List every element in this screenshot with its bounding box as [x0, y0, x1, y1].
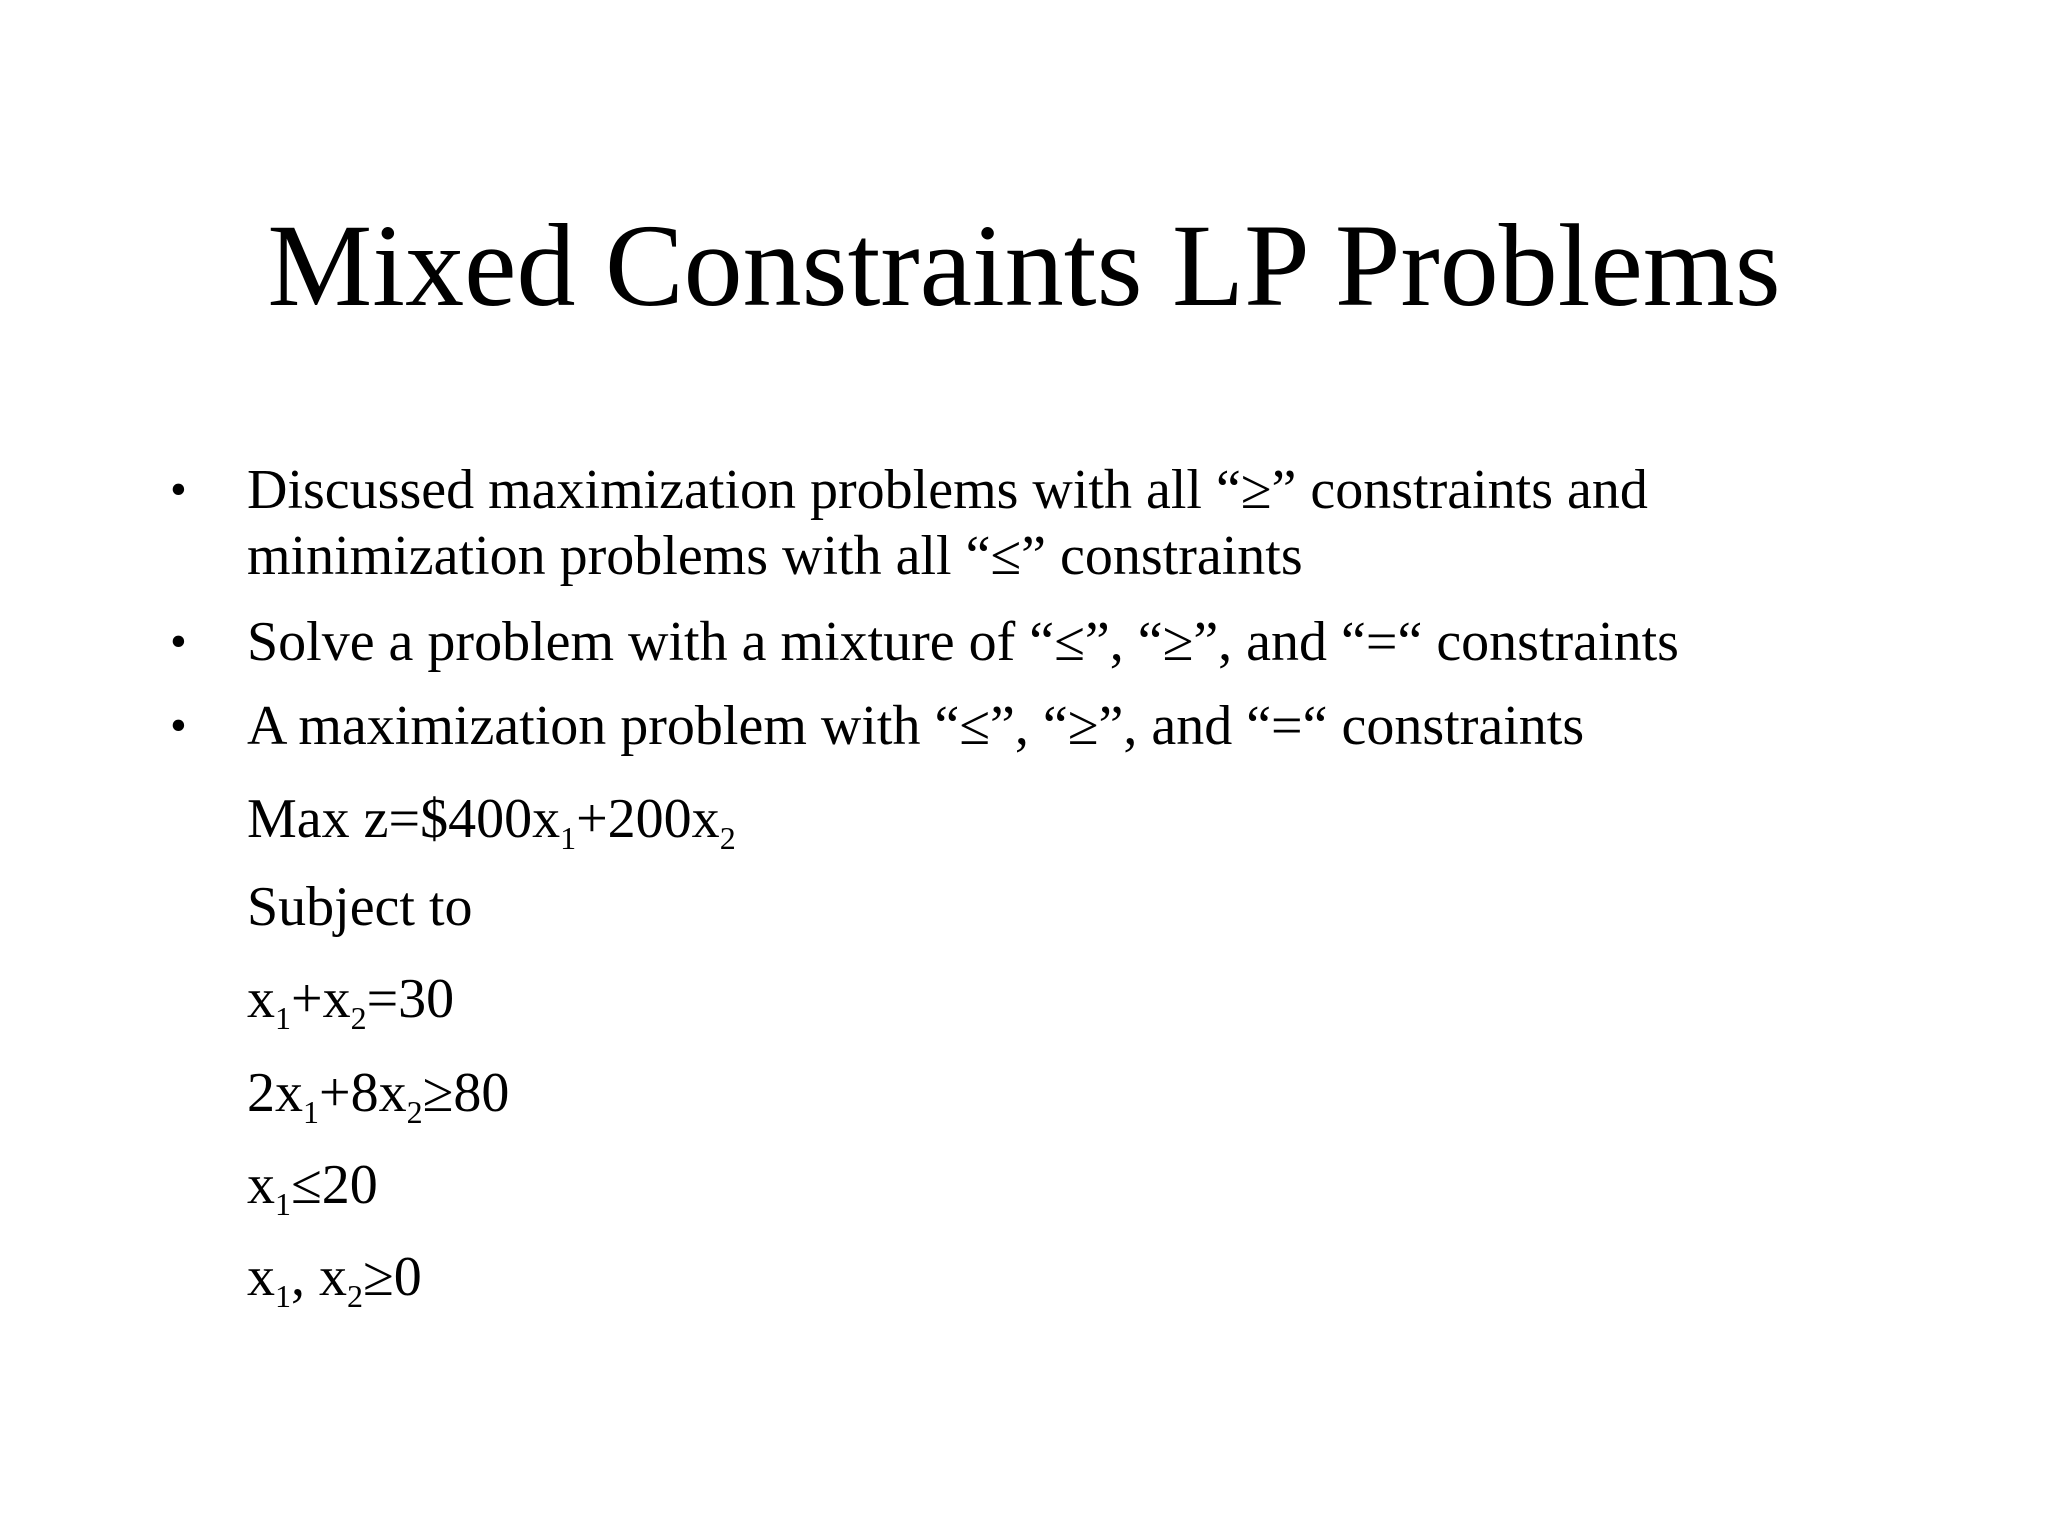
bullet-text-line: Discussed maximization problems with all “≥” constraints and: [247, 459, 1648, 521]
constraint-less-equal: $x_1\le 20$: [247, 1154, 378, 1222]
bullet-text: [247, 457, 1648, 589]
bullet-dot: •: [170, 463, 187, 516]
bullet-text: A maximization problem with “≤”, “≥”, and “=“ constraints: [247, 695, 1585, 757]
bullet-dot: •: [170, 615, 187, 668]
constraint-greater-equal: $2x_1+8x_2\ge 80$: [247, 1062, 510, 1130]
slide-title: Mixed Constraints LP Problems: [267, 200, 1781, 331]
bullet-text-line: minimization problems with all “≤” constraints: [247, 525, 1303, 587]
constraint-equality: $x_1+x_2=30$: [247, 968, 455, 1036]
bullet-text: Solve a problem with a mixture of “≤”, “≥”, and “=“ constraints: [247, 611, 1679, 673]
bullet-dot: •: [170, 699, 187, 752]
subject-to-label: Subject to: [247, 876, 473, 938]
nonnegativity-constraint: $x_1$, $x_2\ge 0$: [247, 1246, 422, 1314]
objective-function: Max $z=\$400x_1+200x_2$: [247, 788, 736, 856]
